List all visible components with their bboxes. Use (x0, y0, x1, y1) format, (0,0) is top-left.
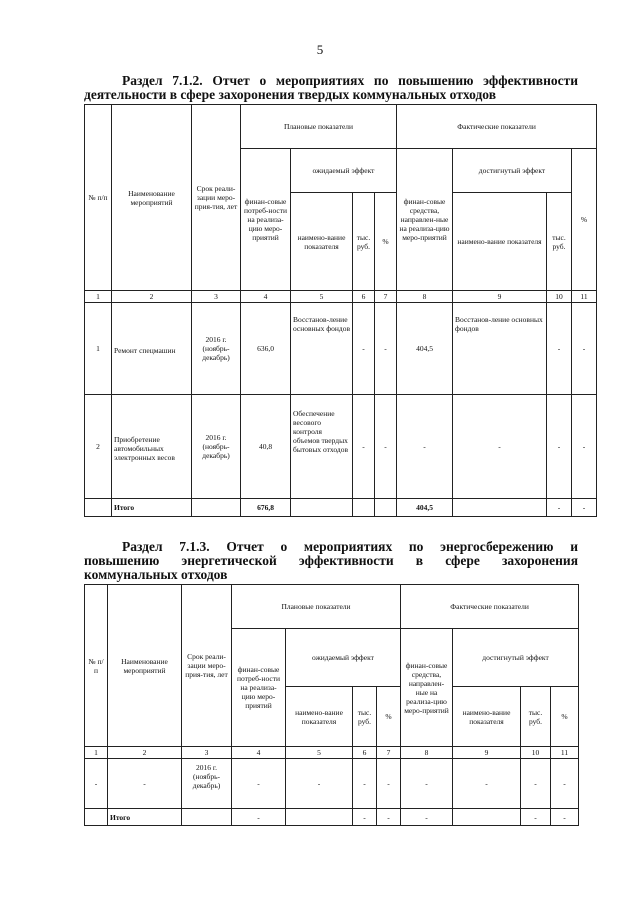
total-actual-pct: - (572, 499, 597, 517)
energy-saving-table (84, 584, 579, 826)
total-num (85, 809, 108, 826)
col-number: 1 (85, 747, 108, 759)
row-num: 1 (85, 303, 112, 395)
col-number: 10 (521, 747, 551, 759)
header-achieved-effect: достигнутый эффект (453, 629, 579, 687)
table-row (85, 303, 597, 395)
total-row (85, 499, 597, 517)
col-number: 8 (401, 747, 453, 759)
header-name: Наименование мероприятий (112, 105, 192, 291)
total-fin-actual: - (401, 809, 453, 826)
header-actual-rub: тыс. руб. (547, 193, 572, 291)
section-712-title-line1: Раздел 7.1.2. Отчет о мероприятиях по повышению эффективности (122, 73, 578, 88)
header-actual-indicator: наимено-вание показателя (453, 193, 547, 291)
row-actual-rub: - (521, 759, 551, 809)
total-actual-indicator (453, 809, 521, 826)
section-712-title-line2: деятельности в сфере захоронения твердых коммунальных отходов (84, 87, 496, 102)
col-number: 2 (108, 747, 182, 759)
row-plan-rub: - (353, 759, 377, 809)
col-number: 11 (572, 291, 597, 303)
row-plan-rub: - (353, 303, 375, 395)
col-number: 7 (375, 291, 397, 303)
row-fin-plan: 636,0 (241, 303, 291, 395)
row-fin-plan: 40,8 (241, 395, 291, 499)
row-fin-plan: - (232, 759, 286, 809)
total-plan-indicator (291, 499, 353, 517)
col-number: 7 (377, 747, 401, 759)
section-713-title-line1: Раздел 7.1.3. Отчет о мероприятиях по энергосбережению и (122, 539, 578, 554)
header-name: Наименование мероприятий (108, 585, 182, 747)
col-number: 4 (232, 747, 286, 759)
col-number: 6 (353, 291, 375, 303)
total-fin-plan: - (232, 809, 286, 826)
col-number: 11 (551, 747, 579, 759)
total-plan-pct: - (377, 809, 401, 826)
row-actual-indicator: Восстанов-ление основных фондов (453, 303, 547, 395)
header-actual: Фактические показатели (401, 585, 579, 629)
total-fin-actual: 404,5 (397, 499, 453, 517)
section-713-title (84, 540, 578, 582)
col-number: 9 (453, 291, 547, 303)
header-term: Срок реали-зации меро-прия-тия, лет (182, 585, 232, 747)
total-term (182, 809, 232, 826)
col-number: 3 (182, 747, 232, 759)
row-actual-pct: - (572, 395, 597, 499)
header-plan-pct: % (375, 193, 397, 291)
row-term: 2016 г. (ноябрь-декабрь) (192, 395, 241, 499)
row-num: - (85, 759, 108, 809)
header-actual-pct: % (572, 149, 597, 291)
header-plan-indicator: наимено-вание показателя (291, 193, 353, 291)
row-actual-rub: - (547, 395, 572, 499)
header-num: № п/п (85, 105, 112, 291)
row-actual-indicator: - (453, 759, 521, 809)
row-fin-actual: - (401, 759, 453, 809)
total-plan-pct (375, 499, 397, 517)
col-number: 5 (286, 747, 353, 759)
col-number: 9 (453, 747, 521, 759)
row-actual-rub: - (547, 303, 572, 395)
header-plan-rub: тыс. руб. (353, 193, 375, 291)
total-label: Итого (108, 809, 182, 826)
row-plan-pct: - (377, 759, 401, 809)
row-plan-rub: - (353, 395, 375, 499)
row-plan-pct: - (375, 395, 397, 499)
page-number: 5 (316, 42, 324, 57)
table-row (85, 395, 597, 499)
header-num: № п/п (85, 585, 108, 747)
row-name: Приобретение автомобильных электронных весов (112, 395, 192, 499)
row-plan-indicator: - (286, 759, 353, 809)
row-actual-pct: - (572, 303, 597, 395)
total-plan-indicator (286, 809, 353, 826)
total-plan-rub: - (353, 809, 377, 826)
col-number: 10 (547, 291, 572, 303)
row-num: 2 (85, 395, 112, 499)
row-actual-indicator: - (453, 395, 547, 499)
header-actual-pct: % (551, 687, 579, 747)
row-plan-pct: - (375, 303, 397, 395)
row-name: Ремонт спецмашин (112, 303, 192, 395)
section-713-title-line3: коммунальных отходов (84, 567, 228, 582)
total-num (85, 499, 112, 517)
section-713-title-line2: повышению энергетической эффективности в сфере захоронения (84, 553, 578, 568)
col-number: 3 (192, 291, 241, 303)
col-number: 4 (241, 291, 291, 303)
row-actual-pct: - (551, 759, 579, 809)
row-plan-indicator: Восстанов-ление основных фондов (291, 303, 353, 395)
events-efficiency-table (84, 104, 597, 517)
header-actual: Фактические показатели (397, 105, 597, 149)
col-number: 6 (353, 747, 377, 759)
total-actual-rub: - (521, 809, 551, 826)
col-number: 2 (112, 291, 192, 303)
row-term: 2016 г. (ноябрь-декабрь) (182, 759, 232, 809)
col-number: 8 (397, 291, 453, 303)
header-planned: Плановые показатели (232, 585, 401, 629)
total-plan-rub (353, 499, 375, 517)
header-plan-rub: тыс. руб. (353, 687, 377, 747)
row-term: 2016 г. (ноябрь-декабрь) (192, 303, 241, 395)
table-row (85, 759, 579, 809)
header-plan-indicator: наимено-вание показателя (286, 687, 353, 747)
total-fin-plan: 676,8 (241, 499, 291, 517)
header-term: Срок реали-зации меро-прия-тия, лет (192, 105, 241, 291)
total-actual-indicator (453, 499, 547, 517)
header-fin-actual: финан-совые средства, направлен-ные на реализа-цию меро-приятий (401, 629, 453, 747)
section-712-title (84, 74, 578, 102)
header-achieved-effect: достигнутый эффект (453, 149, 572, 193)
total-row (85, 809, 579, 826)
header-plan-pct: % (377, 687, 401, 747)
total-actual-rub: - (547, 499, 572, 517)
total-actual-pct: - (551, 809, 579, 826)
total-term (192, 499, 241, 517)
row-fin-actual: - (397, 395, 453, 499)
header-expected-effect: ожидаемый эффект (291, 149, 397, 193)
col-number: 5 (291, 291, 353, 303)
header-fin-plan: финан-совые потреб-ности на реализа-цию меро-приятий (241, 149, 291, 291)
header-actual-indicator: наимено-вание показателя (453, 687, 521, 747)
col-number: 1 (85, 291, 112, 303)
header-expected-effect: ожидаемый эффект (286, 629, 401, 687)
header-actual-rub: тыс. руб. (521, 687, 551, 747)
total-label: Итого (112, 499, 192, 517)
row-plan-indicator: Обеспечение весового контроля объемов твердых бытовых отходов (291, 395, 353, 499)
row-fin-actual: 404,5 (397, 303, 453, 395)
header-fin-actual: финан-совые средства, направлен-ные на реализа-цию меро-приятий (397, 149, 453, 291)
header-fin-plan: финан-совые потреб-ности на реализа-цию меро-приятий (232, 629, 286, 747)
header-planned: Плановые показатели (241, 105, 397, 149)
row-name: - (108, 759, 182, 809)
